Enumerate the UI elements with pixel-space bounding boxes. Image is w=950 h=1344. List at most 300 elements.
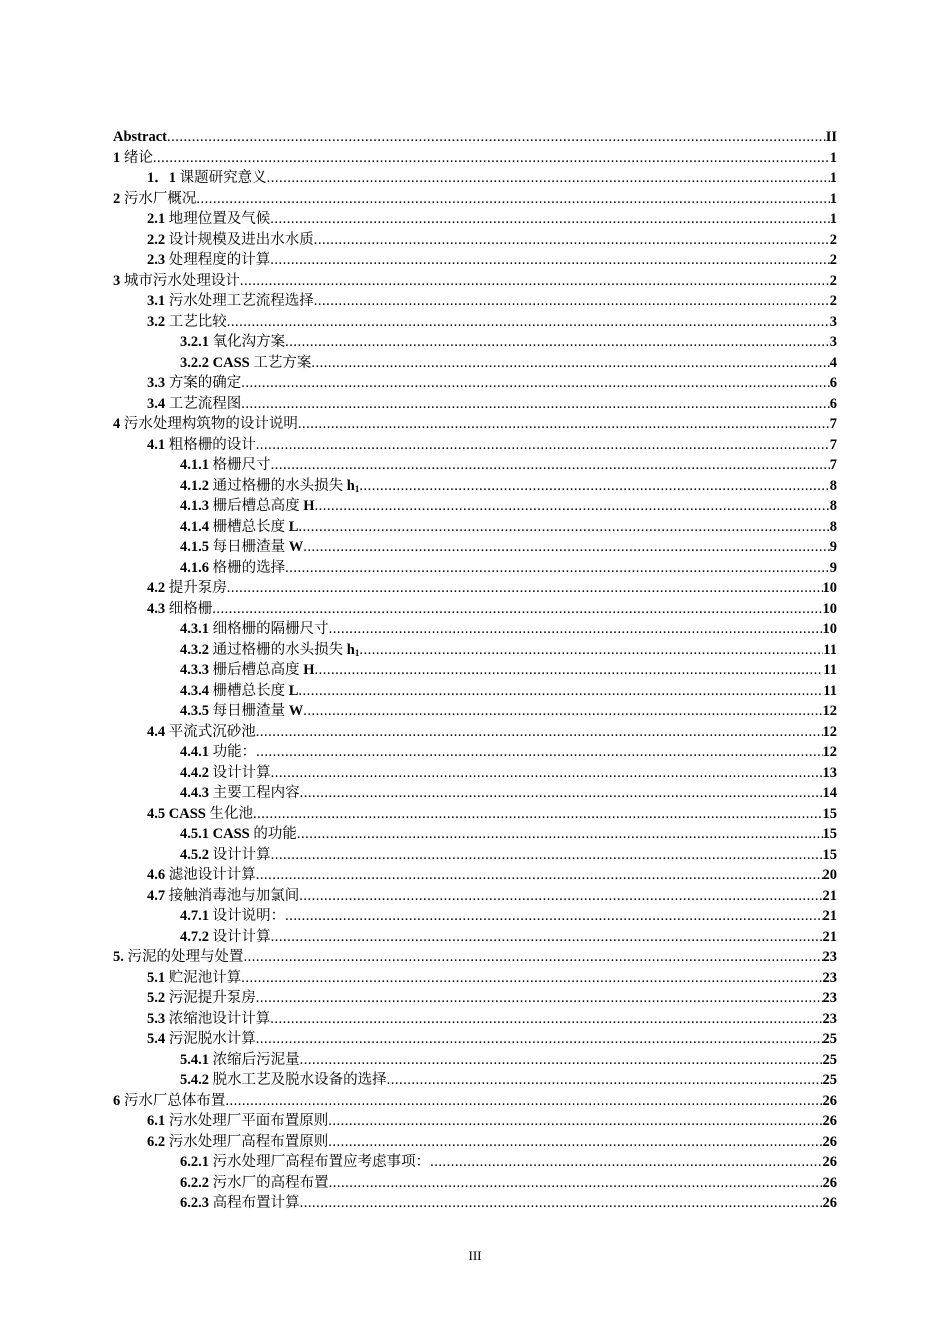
toc-dot-leader: [285, 332, 830, 353]
toc-entry-number: 5.4.2: [180, 1072, 209, 1088]
toc-entry-page: 26: [822, 1092, 837, 1109]
toc-dot-leader: [256, 722, 823, 743]
toc-dot-leader: [256, 1029, 823, 1050]
toc-dot-leader: [315, 496, 830, 517]
toc-entry-title: [180, 1173, 329, 1194]
toc-entry[interactable]: [113, 394, 837, 415]
toc-entry-symbol: H: [303, 662, 315, 678]
toc-entry-title: [180, 455, 271, 476]
toc-dot-leader: [256, 435, 830, 456]
toc-dot-leader: [430, 1152, 822, 1173]
toc-entry-number: 5.3: [147, 1010, 166, 1027]
toc-entry-page: 26: [822, 1174, 837, 1191]
toc-entry-number: 4: [113, 416, 121, 432]
toc-entry-title: [180, 681, 298, 702]
toc-entry-text: 设计规模及进出水水质: [168, 231, 314, 248]
toc-entry-page: 21: [822, 887, 837, 904]
toc-entry-symbol: W: [288, 703, 304, 719]
toc-entry-number: 4.3.2: [180, 641, 209, 658]
toc-dot-leader: [196, 189, 829, 210]
toc-entry-text: 污水厂的高程布置: [212, 1174, 329, 1191]
toc-entry-symbol: L: [288, 682, 299, 699]
toc-entry-number: 3.3: [147, 375, 166, 391]
toc-entry-symbol: W: [288, 539, 304, 555]
toc-entry[interactable]: [113, 312, 837, 333]
toc-entry-text: 提升泵房: [168, 580, 227, 596]
toc-entry[interactable]: [113, 558, 837, 579]
toc-entry-number: 2.3: [147, 252, 166, 268]
toc-entry-number: 4.4: [147, 723, 166, 740]
toc-entry[interactable]: [113, 906, 837, 927]
toc-entry[interactable]: [113, 804, 837, 825]
toc-entry-number: 3.2.2 CASS: [180, 354, 250, 371]
toc-entry-page: 6: [829, 395, 837, 412]
toc-entry[interactable]: [113, 168, 837, 189]
toc-dot-leader: [212, 599, 822, 620]
toc-entry-page: 8: [829, 477, 837, 494]
toc-dot-leader: [297, 824, 823, 845]
toc-dot-leader: [271, 763, 823, 784]
toc-entry-number: 4.1.6: [180, 559, 209, 576]
toc-entry-number: 6.2.1: [180, 1154, 209, 1170]
toc-entry-subscript: 1: [354, 647, 360, 658]
toc-entry-page: 1: [829, 149, 837, 166]
toc-entry-text: 地理位置及气候: [168, 211, 271, 227]
toc-entry-title: [180, 537, 303, 558]
toc-entry-number: 4.7: [147, 887, 166, 904]
toc-entry-title: [180, 517, 298, 538]
toc-entry-number: 4.4.2: [180, 764, 209, 781]
toc-entry[interactable]: [113, 455, 837, 476]
toc-dot-leader: [298, 517, 829, 538]
toc-entry-title: [180, 701, 303, 722]
toc-entry-text: 城市污水处理设计: [123, 272, 240, 289]
toc-entry-text: 污水处理工艺流程选择: [168, 293, 314, 309]
toc-dot-leader: [300, 1050, 823, 1071]
toc-entry-title: [180, 1050, 300, 1071]
toc-entry-text: 浓缩池设计计算: [168, 1010, 271, 1027]
toc-entry[interactable]: [113, 1029, 837, 1050]
toc-entry-text: 设计计算: [212, 846, 271, 863]
toc-entry-page: 7: [829, 457, 837, 473]
toc-entry-text: 格栅的选择: [212, 559, 286, 576]
toc-entry[interactable]: [113, 189, 837, 210]
toc-entry-number: 4.5.1 CASS: [180, 826, 250, 842]
toc-entry-text: 贮泥池计算: [168, 969, 242, 986]
toc-dot-leader: [256, 988, 823, 1009]
toc-dot-leader: [329, 619, 823, 640]
toc-entry-text: 污水处理构筑物的设计说明: [123, 416, 298, 432]
toc-entry[interactable]: [113, 988, 837, 1009]
toc-entry-text: 氧化沟方案: [212, 334, 286, 350]
toc-entry-page: 25: [822, 1031, 837, 1047]
toc-entry[interactable]: [113, 824, 837, 845]
toc-entry-text: 接触消毒池与加氯间: [168, 887, 300, 904]
toc-entry-number: 3.2.1: [180, 334, 209, 350]
toc-entry-title: [180, 742, 256, 763]
toc-entry-number: 6.1: [147, 1113, 166, 1129]
toc-dot-leader: [241, 394, 830, 415]
toc-entry-page: 15: [822, 846, 837, 863]
toc-entry-page: 9: [829, 539, 837, 555]
toc-entry-page: 20: [822, 867, 837, 883]
toc-entry-title: [113, 947, 244, 968]
toc-entry-title: [147, 250, 270, 271]
toc-entry-page: 6: [829, 375, 837, 391]
toc-entry-text: 污水处理厂高程布置应考虑事项：: [212, 1154, 431, 1170]
toc-dot-leader: [256, 865, 823, 886]
toc-entry-title: [113, 414, 298, 435]
toc-entry-number: 5.: [113, 949, 124, 965]
toc-entry-page: 25: [822, 1051, 837, 1068]
toc-entry[interactable]: [113, 640, 837, 661]
toc-entry-text: 粗格栅的设计: [168, 436, 256, 453]
toc-dot-leader: [300, 1193, 823, 1214]
toc-dot-leader: [303, 537, 830, 558]
toc-entry[interactable]: [113, 742, 837, 763]
toc-dot-leader: [256, 742, 822, 763]
toc-entry-page: 8: [829, 498, 837, 514]
toc-dot-leader: [227, 312, 830, 333]
toc-entry-number: 4.3: [147, 600, 166, 617]
toc-entry-number: 5.1: [147, 969, 166, 986]
toc-entry-text: 栅槽总长度: [212, 682, 286, 699]
toc-entry-text: 工艺方案: [253, 354, 312, 371]
toc-entry-page: 15: [822, 805, 837, 822]
toc-dot-leader: [253, 804, 823, 825]
toc-entry-page: 3: [829, 313, 837, 330]
toc-entry[interactable]: [113, 353, 837, 374]
toc-entry-text: 细格栅的隔栅尺寸: [212, 621, 329, 637]
toc-dot-leader: [359, 640, 823, 661]
toc-entry[interactable]: [113, 886, 837, 907]
toc-entry-page: 13: [822, 764, 837, 781]
toc-entry-title: [147, 291, 314, 312]
toc-entry[interactable]: [113, 947, 837, 968]
toc-entry-number: 1．1: [147, 170, 176, 186]
toc-dot-leader: [298, 414, 830, 435]
toc-dot-leader: [300, 783, 823, 804]
toc-entry-title: [113, 1091, 225, 1112]
toc-entry-title: [113, 148, 153, 169]
toc-entry-number: 4.1.4: [180, 518, 209, 535]
toc-entry-title: [147, 1029, 256, 1050]
toc-dot-leader: [240, 271, 830, 292]
toc-entry[interactable]: [113, 476, 837, 497]
toc-dot-leader: [271, 927, 823, 948]
toc-entry-title: [147, 599, 212, 620]
toc-entry-text: 每日栅渣量: [212, 703, 286, 719]
toc-entry-number: 3.4: [147, 395, 166, 412]
toc-entry-text: 脱水工艺及脱水设备的选择: [212, 1072, 387, 1088]
toc-entry[interactable]: [113, 209, 837, 230]
toc-entry[interactable]: [113, 127, 837, 148]
toc-entry-page: 23: [822, 949, 837, 965]
toc-entry-title: [180, 660, 315, 681]
toc-entry-text: 污泥提升泵房: [168, 990, 256, 1006]
toc-entry-page: 12: [822, 744, 837, 760]
toc-entry-text: 污水厂总体布置: [123, 1092, 226, 1109]
toc-entry-page: II: [825, 129, 837, 145]
toc-entry-number: 5.4.1: [180, 1051, 209, 1068]
toc-entry-text: 格栅尺寸: [212, 457, 271, 473]
toc-dot-leader: [328, 1132, 822, 1153]
toc-entry-text: 方案的确定: [168, 375, 242, 391]
toc-entry-number: 5.4: [147, 1031, 166, 1047]
toc-entry-text: 课题研究意义: [179, 170, 267, 186]
toc-entry-page: 2: [829, 252, 837, 268]
toc-entry-text: 平流式沉砂池: [168, 723, 256, 740]
toc-entry-title: [180, 1070, 387, 1091]
toc-entry-number: 4.7.2: [180, 928, 209, 945]
toc-entry[interactable]: [113, 496, 837, 517]
toc-entry-text: 处理程度的计算: [168, 252, 271, 268]
toc-entry[interactable]: [113, 845, 837, 866]
toc-entry[interactable]: [113, 681, 837, 702]
toc-entry-number: 4.4.1: [180, 744, 209, 760]
toc-entry[interactable]: [113, 619, 837, 640]
toc-entry-title: [180, 927, 271, 948]
toc-entry-title: [180, 906, 285, 927]
toc-entry-title: [180, 763, 271, 784]
toc-entry-number: 4.3.5: [180, 703, 209, 719]
toc-entry[interactable]: [113, 1152, 837, 1173]
toc-entry-title: [180, 332, 285, 353]
toc-entry-number: 2.1: [147, 211, 166, 227]
toc-entry[interactable]: [113, 927, 837, 948]
toc-entry[interactable]: [113, 435, 837, 456]
toc-entry[interactable]: [113, 537, 837, 558]
toc-entry-text: 生化池: [209, 805, 253, 822]
toc-entry-text: 通过格栅的水头损失: [212, 477, 344, 494]
toc-dot-leader: [241, 968, 822, 989]
toc-dot-leader: [227, 578, 823, 599]
toc-entry-page: 26: [822, 1133, 837, 1150]
toc-entry-title: [180, 824, 297, 845]
toc-entry-title: [147, 394, 241, 415]
toc-dot-leader: [328, 1111, 822, 1132]
toc-entry-subscript: 1: [354, 483, 360, 494]
toc-entry[interactable]: [113, 578, 837, 599]
toc-dot-leader: [270, 209, 830, 230]
toc-entry[interactable]: [113, 968, 837, 989]
toc-dot-leader: [244, 947, 823, 968]
toc-entry-page: 11: [823, 662, 837, 678]
toc-dot-leader: [167, 127, 826, 148]
toc-entry-title: [180, 353, 311, 374]
toc-entry-page: 11: [823, 641, 837, 658]
toc-entry-symbol: h: [346, 477, 355, 494]
toc-entry-page: 15: [822, 826, 837, 842]
toc-entry-page: 21: [822, 908, 837, 924]
toc-entry-text: 工艺比较: [168, 313, 227, 330]
toc-entry-title: [147, 1132, 328, 1153]
toc-entry[interactable]: [113, 291, 837, 312]
toc-entry-number: 4.1.1: [180, 457, 209, 473]
toc-entry-number: 6.2.2: [180, 1174, 209, 1191]
toc-entry[interactable]: [113, 1193, 837, 1214]
toc-entry-title: [147, 968, 241, 989]
toc-entry-title: [147, 435, 256, 456]
toc-entry-title: [113, 271, 240, 292]
toc-entry[interactable]: [113, 373, 837, 394]
toc-entry[interactable]: [113, 660, 837, 681]
toc-entry-text: 绪论: [123, 149, 153, 166]
toc-entry-title: [180, 845, 271, 866]
toc-entry-page: 9: [829, 559, 837, 576]
toc-entry-page: 1: [829, 211, 837, 227]
toc-entry-text: 每日栅渣量: [212, 539, 286, 555]
toc-entry[interactable]: [113, 271, 837, 292]
toc-entry-title: [113, 189, 196, 210]
toc-entry-page: 11: [823, 682, 837, 699]
toc-entry-title: [180, 1152, 430, 1173]
toc-entry[interactable]: [113, 414, 837, 435]
toc-entry-page: 14: [822, 785, 837, 801]
toc-entry[interactable]: [113, 865, 837, 886]
toc-entry-text: 污水处理厂高程布置原则: [168, 1133, 329, 1150]
toc-entry-number: 4.4.3: [180, 785, 209, 801]
toc-entry-number: 2.2: [147, 231, 166, 248]
toc-entry[interactable]: [113, 783, 837, 804]
toc-dot-leader: [314, 291, 830, 312]
toc-entry-title: [147, 168, 267, 189]
toc-entry[interactable]: [113, 1050, 837, 1071]
toc-entry-number: 3.2: [147, 313, 166, 330]
toc-entry-number: 6.2.3: [180, 1195, 209, 1211]
toc-entry-title: [147, 312, 227, 333]
toc-entry-page: 23: [822, 969, 837, 986]
toc-entry-text: 污泥脱水计算: [168, 1031, 256, 1047]
toc-entry-text: 污水厂概况: [123, 190, 197, 207]
toc-entry-number: 4.3.3: [180, 662, 209, 678]
toc-entry[interactable]: [113, 332, 837, 353]
toc-entry[interactable]: [113, 230, 837, 251]
toc-entry-page: 10: [822, 600, 837, 617]
toc-entry[interactable]: [113, 1173, 837, 1194]
toc-entry-title: [180, 783, 300, 804]
toc-entry[interactable]: [113, 599, 837, 620]
toc-entry[interactable]: [113, 250, 837, 271]
toc-entry-page: 8: [829, 518, 837, 535]
toc-entry-page: 4: [829, 354, 837, 371]
toc-entry-text: 栅后槽总高度: [212, 662, 300, 678]
toc-dot-leader: [241, 373, 830, 394]
toc-entry[interactable]: [113, 1009, 837, 1030]
toc-entry[interactable]: [113, 517, 837, 538]
toc-entry-symbol: h: [346, 641, 355, 658]
toc-entry-text: 污水处理厂平面布置原则: [168, 1113, 329, 1129]
toc-dot-leader: [315, 660, 824, 681]
toc-entry-text: 栅后槽总高度: [212, 498, 300, 514]
toc-entry-page: 2: [829, 272, 837, 289]
toc-entry-title: [180, 1193, 300, 1214]
toc-entry-number: 4.6: [147, 867, 166, 883]
toc-entry-text: 设计说明：: [212, 908, 286, 924]
toc-entry-number: 6: [113, 1092, 121, 1109]
toc-entry-title: [147, 988, 256, 1009]
toc-entry-page: 26: [822, 1195, 837, 1211]
toc-dot-leader: [267, 168, 830, 189]
toc-entry-text: 的功能: [253, 826, 297, 842]
toc-dot-leader: [359, 476, 829, 497]
toc-dot-leader: [298, 681, 823, 702]
toc-entry-number: 4.3.1: [180, 621, 209, 637]
toc-entry-text: 高程布置计算: [212, 1195, 300, 1211]
toc-dot-leader: [303, 701, 822, 722]
toc-entry-title: [147, 578, 227, 599]
toc-entry-page: 2: [829, 293, 837, 309]
toc-entry-number: Abstract: [113, 129, 167, 145]
toc-dot-leader: [153, 148, 830, 169]
toc-entry[interactable]: [113, 1132, 837, 1153]
toc-entry-number: 4.1.2: [180, 477, 209, 494]
toc-entry-page: 10: [822, 621, 837, 637]
toc-entry-page: 1: [829, 190, 837, 207]
toc-entry-page: 12: [822, 703, 837, 719]
toc-dot-leader: [299, 886, 822, 907]
toc-entry-number: 4.3.4: [180, 682, 209, 699]
toc-entry-number: 1: [113, 149, 121, 166]
toc-dot-leader: [271, 455, 830, 476]
toc-entry-number: 3.1: [147, 293, 166, 309]
toc-entry[interactable]: [113, 148, 837, 169]
toc-entry-text: 设计计算: [212, 928, 271, 945]
toc-entry-title: [147, 373, 241, 394]
toc-entry-title: [147, 865, 256, 886]
toc-entry[interactable]: [113, 1091, 837, 1112]
toc-entry-text: 通过格栅的水头损失: [212, 641, 344, 658]
toc-entry-page: 1: [829, 170, 837, 186]
toc-dot-leader: [271, 845, 823, 866]
toc-entry[interactable]: [113, 763, 837, 784]
toc-entry-number: 4.2: [147, 580, 166, 596]
toc-entry-text: 滤池设计计算: [168, 867, 256, 883]
toc-entry-number: 4.5 CASS: [147, 805, 206, 822]
toc-entry[interactable]: [113, 1070, 837, 1091]
toc-entry-page: 2: [829, 231, 837, 248]
toc-entry-text: 工艺流程图: [168, 395, 242, 412]
toc-entry-text: 设计计算: [212, 764, 271, 781]
page-number: III: [468, 1248, 482, 1263]
toc-entry-symbol: H: [303, 498, 315, 514]
toc-dot-leader: [225, 1091, 822, 1112]
toc-entry-number: 6.2: [147, 1133, 166, 1150]
toc-entry-title: [147, 886, 299, 907]
toc-entry-page: 3: [829, 334, 837, 350]
toc-entry-title: [147, 1111, 328, 1132]
toc-entry-text: 栅槽总长度: [212, 518, 286, 535]
toc-entry-text: 污泥的处理与处置: [127, 949, 244, 965]
toc-entry-page: 7: [829, 416, 837, 432]
toc-entry-page: 10: [822, 580, 837, 596]
toc-entry-page: 23: [822, 990, 837, 1006]
toc-entry[interactable]: [113, 701, 837, 722]
toc-entry-page: 7: [829, 436, 837, 453]
toc-entry[interactable]: [113, 1111, 837, 1132]
toc-entry-page: 26: [822, 1154, 837, 1170]
toc-entry-text: 细格栅: [168, 600, 213, 617]
toc-entry-title: [180, 558, 285, 579]
toc-entry-title: [180, 496, 315, 517]
toc-entry-text: 主要工程内容: [212, 785, 300, 801]
toc-dot-leader: [270, 250, 830, 271]
toc-entry[interactable]: [113, 722, 837, 743]
toc-entry-symbol: L: [288, 518, 299, 535]
toc-entry-number: 4.1.3: [180, 498, 209, 514]
toc-entry-title: [147, 209, 270, 230]
toc-entry-page: 26: [822, 1113, 837, 1129]
